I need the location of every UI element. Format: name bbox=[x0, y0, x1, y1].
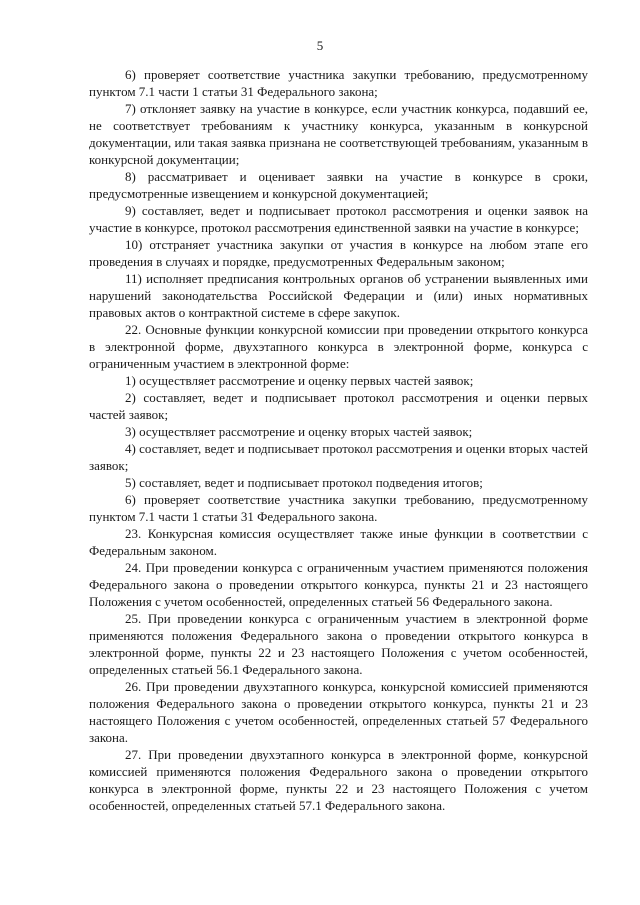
paragraph-item-6: 6) проверяет соответствие участника закупки требованию, предусмотренному пунктом 7.1 части 1 статьи 31 Федерального закона; bbox=[89, 67, 588, 99]
paragraph-section-24: 24. При проведении конкурса с ограниченным участием применяются положения Федерального закона о проведении открытого конкурса, пункты 21 и 23 настоящего Положения с учетом особенностей, определенных статьей 56 Федерального закона. bbox=[89, 560, 588, 609]
paragraph-item-7: 7) отклоняет заявку на участие в конкурсе, если участник конкурса, подавший ее, не соответствует требованиям к участнику конкурса, указанным в конкурсной документации, или такая заявка признана не соответствующей требованиям, указанным в конкурсной документации; bbox=[89, 101, 588, 167]
paragraph-section-27: 27. При проведении двухэтапного конкурса в электронной форме, конкурсной комиссией применяются положения Федерального закона о проведении открытого конкурса в электронной форме, пункты 22 и 23 настоящего Положения с учетом особенностей, определенных статьей 57.1 Федерального закона. bbox=[89, 747, 588, 813]
paragraph-22-item-3: 3) осуществляет рассмотрение и оценку вторых частей заявок; bbox=[125, 424, 473, 439]
paragraph-section-22: 22. Основные функции конкурсной комиссии при проведении открытого конкурса в электронной форме, двухэтапного конкурса в электронной форме, конкурса с ограниченным участием в электронной форме: bbox=[89, 322, 588, 371]
paragraph-22-item-4: 4) составляет, ведет и подписывает протокол рассмотрения и оценки вторых частей заявок; bbox=[89, 441, 588, 473]
paragraph-22-item-6: 6) проверяет соответствие участника закупки требованию, предусмотренному пунктом 7.1 части 1 статьи 31 Федерального закона. bbox=[89, 492, 588, 524]
paragraph-item-8: 8) рассматривает и оценивает заявки на участие в конкурсе в сроки, предусмотренные извещением и конкурсной документацией; bbox=[89, 169, 588, 201]
paragraph-22-item-5: 5) составляет, ведет и подписывает протокол подведения итогов; bbox=[125, 475, 483, 490]
paragraph-section-25: 25. При проведении конкурса с ограниченным участием в электронной форме применяются положения Федерального закона о проведении открытого конкурса в электронной форме, пункты 22 и 23 настоящего Положения с учетом особенностей, определенных статьей 56.1 Федерального закона. bbox=[89, 611, 588, 677]
paragraph-item-11: 11) исполняет предписания контрольных органов об устранении выявленных ими нарушений законодательства Российской Федерации и (или) иных нормативных правовых актов о контрактной системе в сфере закупок. bbox=[89, 271, 588, 320]
paragraph-item-10: 10) отстраняет участника закупки от участия в конкурсе на любом этапе его проведения в случаях и порядке, предусмотренных Федеральным законом; bbox=[89, 237, 588, 269]
paragraph-22-item-1: 1) осуществляет рассмотрение и оценку первых частей заявок; bbox=[125, 373, 474, 388]
page-number: 5 bbox=[316, 38, 324, 53]
paragraph-item-9: 9) составляет, ведет и подписывает протокол рассмотрения и оценки заявок на участие в конкурсе, протокол рассмотрения единственной заявки на участие в конкурсе; bbox=[89, 203, 588, 235]
document-body bbox=[89, 66, 588, 814]
paragraph-section-23: 23. Конкурсная комиссия осуществляет также иные функции в соответствии с Федеральным законом. bbox=[89, 526, 588, 558]
paragraph-22-item-2: 2) составляет, ведет и подписывает протокол рассмотрения и оценки первых частей заявок; bbox=[89, 390, 588, 422]
paragraph-section-26: 26. При проведении двухэтапного конкурса, конкурсной комиссией применяются положения Федерального закона о проведении открытого конкурса, пункты 21 и 23 настоящего Положения с учетом особенностей, определенных статьей 57 Федерального закона. bbox=[89, 679, 588, 745]
